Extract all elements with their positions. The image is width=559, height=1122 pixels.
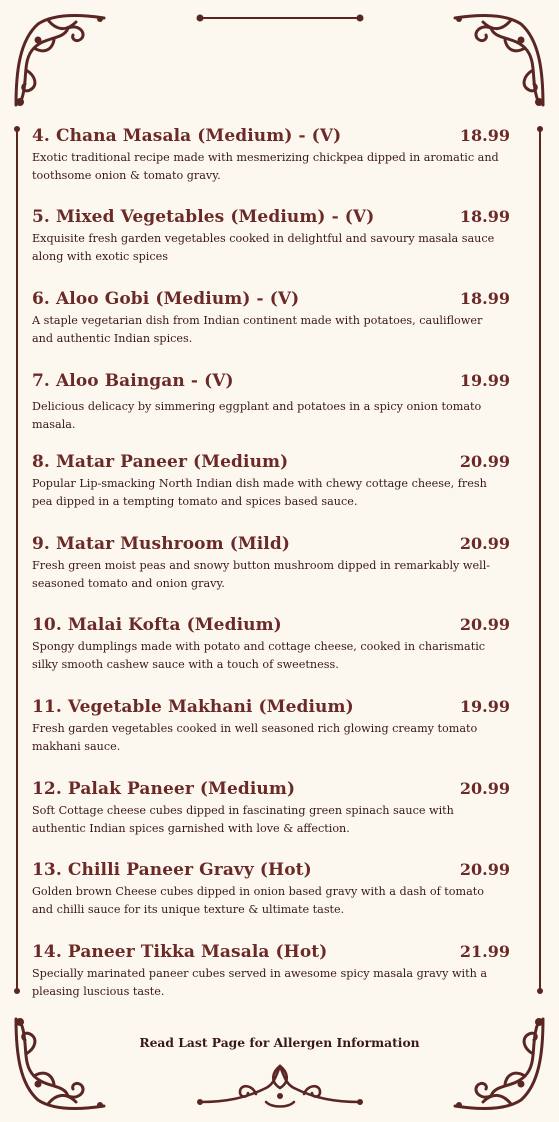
item-description: A staple vegetarian dish from Indian continent made with potatoes, cauliflower and authentic Indian spices. — [32, 314, 483, 345]
item-description: Fresh green moist peas and snowy button mushroom dipped in remarkably well-seasoned tomato and onion gravy. — [32, 559, 491, 590]
menu-item — [32, 779, 512, 838]
item-description: Exotic traditional recipe made with mesmerizing chickpea dipped in aromatic and toothsome onion & tomato gravy. — [32, 151, 499, 182]
item-price: 20.99 — [459, 534, 510, 553]
item-name: 7. Aloo Baingan - (V) — [32, 371, 234, 391]
menu-item — [32, 371, 512, 434]
menu-item — [32, 289, 512, 348]
menu-item — [32, 615, 512, 674]
item-price: 20.99 — [459, 860, 510, 879]
item-price: 18.99 — [459, 289, 510, 308]
item-name: 11. Vegetable Makhani (Medium) — [32, 697, 354, 717]
right-border-line — [539, 130, 541, 990]
item-name: 14. Paneer Tikka Masala (Hot) — [32, 942, 328, 962]
item-price: 20.99 — [459, 615, 510, 634]
corner-flourish-bottom-right-icon — [451, 1012, 551, 1116]
item-description: Popular Lip-smacking North Indian dish made with chewy cottage cheese, fresh pea dipped in a tempting tomato and spices based sauce. — [32, 477, 487, 508]
left-border-line — [16, 130, 18, 990]
item-price: 20.99 — [459, 779, 510, 798]
corner-flourish-top-right-icon — [451, 8, 551, 112]
item-description: Fresh garden vegetables cooked in well seasoned rich glowing creamy tomato makhani sauce. — [32, 722, 478, 753]
item-price: 18.99 — [459, 126, 510, 145]
item-description: Soft Cottage cheese cubes dipped in fascinating green spinach sauce with authentic Indian spices garnished with love & affection. — [32, 804, 454, 835]
item-price: 19.99 — [459, 697, 510, 716]
item-name: 10. Malai Kofta (Medium) — [32, 615, 282, 635]
menu-item — [32, 534, 512, 593]
menu-item — [32, 697, 512, 756]
menu-item — [32, 860, 512, 919]
item-name: 4. Chana Masala (Medium) - (V) — [32, 126, 342, 146]
menu-item — [32, 452, 512, 511]
bottom-center-flourish-icon — [196, 1058, 364, 1116]
menu-item — [32, 207, 512, 266]
item-name: 8. Matar Paneer (Medium) — [32, 452, 289, 472]
item-name: 5. Mixed Vegetables (Medium) - (V) — [32, 207, 375, 227]
item-price: 20.99 — [459, 452, 510, 471]
item-name: 9. Matar Mushroom (Mild) — [32, 534, 290, 554]
top-divider-icon — [195, 10, 365, 26]
corner-flourish-bottom-left-icon — [8, 1012, 108, 1116]
item-name: 13. Chilli Paneer Gravy (Hot) — [32, 860, 312, 880]
item-name: 6. Aloo Gobi (Medium) - (V) — [32, 289, 300, 309]
item-description: Spongy dumplings made with potato and cottage cheese, cooked in charismatic silky smooth cashew sauce with a touch of sweetness. — [32, 640, 486, 671]
item-description: Golden brown Cheese cubes dipped in onion based gravy with a dash of tomato and chilli sauce for its unique texture & ultimate taste. — [32, 885, 485, 916]
item-price: 18.99 — [459, 207, 510, 226]
item-description: Specially marinated paneer cubes served in awesome spicy masala gravy with a pleasing luscious taste. — [32, 967, 488, 998]
item-price: 21.99 — [459, 942, 510, 961]
item-description: Exquisite fresh garden vegetables cooked in delightful and savoury masala sauce along with exotic spices — [32, 232, 495, 263]
item-name: 12. Palak Paneer (Medium) — [32, 779, 296, 799]
menu-item — [32, 942, 512, 1001]
item-price: 19.99 — [459, 371, 510, 390]
corner-flourish-top-left-icon — [8, 8, 108, 112]
menu-item — [32, 126, 512, 185]
allergen-note: Read Last Page for Allergen Information — [139, 1035, 420, 1050]
item-description: Delicious delicacy by simmering eggplant and potatoes in a spicy onion tomato masala. — [32, 400, 482, 431]
